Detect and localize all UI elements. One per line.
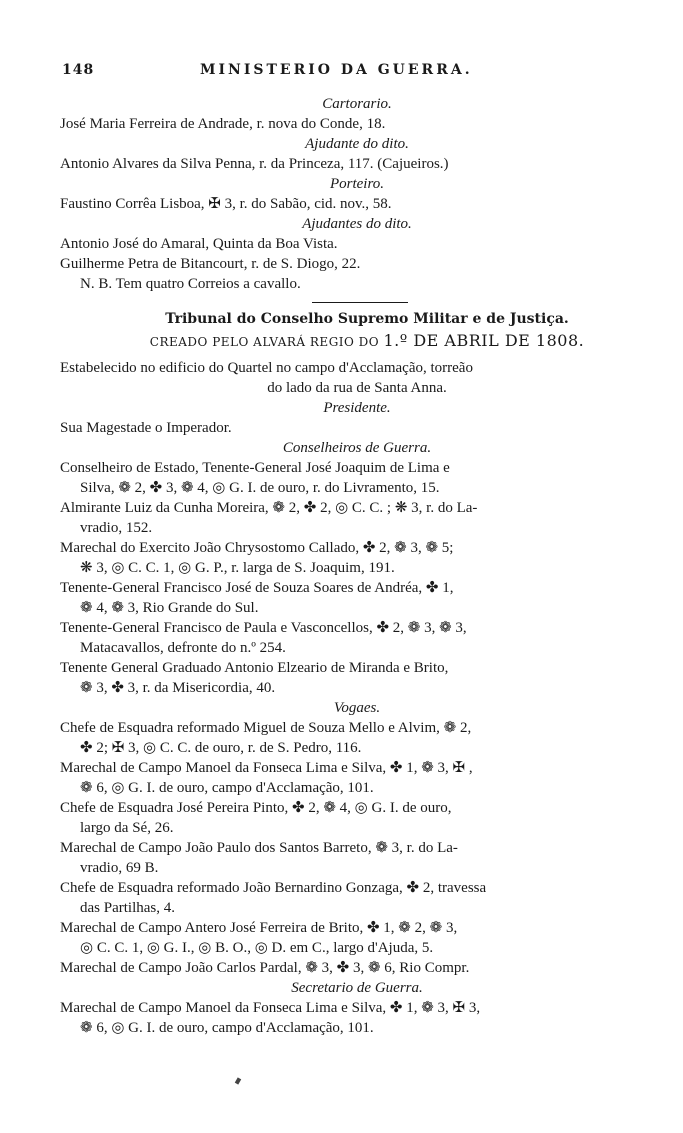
text-line: vradio, 152.	[80, 520, 153, 536]
heading-line: Vogaes.	[333, 700, 381, 716]
text-line: ❁ 6, ◎ G. I. de ouro, campo d'Acclamação, 101.	[80, 1020, 374, 1036]
text-line: ◎ C. C. 1, ◎ G. I., ◎ B. O., ◎ D. em C., largo d'Ajuda, 5.	[80, 940, 434, 956]
text-line: Marechal de Campo João Paulo dos Santos Barreto, ❁ 3, r. do La-	[60, 840, 458, 856]
heading-line: Ajudante do dito.	[305, 136, 409, 152]
text-line: Almirante Luiz da Cunha Moreira, ❁ 2, ✤ 2, ◎ C. C. ; ❋ 3, r. do La-	[60, 500, 478, 516]
text-line: Marechal de Campo Manoel da Fonseca Lima e Silva, ✤ 1, ❁ 3, ✠ ,	[60, 760, 473, 776]
section-tribunal-members	[60, 358, 654, 1038]
text-line: Conselheiro de Estado, Tenente-General José Joaquim de Lima e	[60, 460, 450, 476]
tribunal-title: Tribunal do Conselho Supremo Militar e de Justiça.	[165, 311, 569, 327]
text-line: Chefe de Esquadra José Pereira Pinto, ✤ 2, ❁ 4, ◎ G. I. de ouro,	[60, 800, 452, 816]
text-line: Antonio Alvares da Silva Penna, r. da Princeza, 117. (Cajueiros.)	[60, 156, 449, 172]
text-line: Marechal de Campo Antero José Ferreira de Brito, ✤ 1, ❁ 2, ❁ 3,	[60, 920, 458, 936]
page-header	[62, 62, 652, 84]
text-line: N. B. Tem quatro Correios a cavallo.	[80, 276, 301, 292]
text-line: ❋ 3, ◎ C. C. 1, ◎ G. P., r. larga de S. Joaquim, 191.	[80, 560, 395, 576]
text-line: Marechal de Campo Manoel da Fonseca Lima e Silva, ✤ 1, ❁ 3, ✠ 3,	[60, 1000, 481, 1016]
text-line: José Maria Ferreira de Andrade, r. nova do Conde, 18.	[60, 116, 386, 132]
text-line: Estabelecido no edificio do Quartel no campo d'Acclamação, torreão	[60, 360, 473, 376]
heading-line: Secretario de Guerra.	[291, 980, 423, 996]
text-line: Faustino Corrêa Lisboa, ✠ 3, r. do Sabão, cid. nov., 58.	[60, 196, 392, 212]
text-line: Guilherme Petra de Bitancourt, r. de S. Diogo, 22.	[60, 256, 361, 272]
heading-line: Ajudantes do dito.	[302, 216, 412, 232]
heading-line: Conselheiros de Guerra.	[282, 440, 432, 456]
text-line: Sua Magestade o Imperador.	[60, 420, 232, 436]
creation-date: 1.º DE ABRIL DE 1808.	[383, 331, 585, 350]
text-line: ❁ 4, ❁ 3, Rio Grande do Sul.	[80, 600, 259, 616]
text-line: Chefe de Esquadra reformado Miguel de Souza Mello e Alvim, ❁ 2,	[60, 720, 472, 736]
text-line: Marechal de Campo João Carlos Pardal, ❁ 3, ✤ 3, ❁ 6, Rio Compr.	[60, 960, 470, 976]
text-line: vradio, 69 B.	[80, 860, 159, 876]
section-divider	[60, 294, 654, 308]
heading-line: Porteiro.	[329, 176, 385, 192]
text-line: Matacavallos, defronte do n.º 254.	[80, 640, 286, 656]
text-line: ❁ 3, ✤ 3, r. da Misericordia, 40.	[80, 680, 276, 696]
ink-speck	[235, 1077, 241, 1084]
heading-line: Presidente.	[323, 400, 391, 416]
text-line: Chefe de Esquadra reformado João Bernardino Gonzaga, ✤ 2, travessa	[60, 880, 487, 896]
text-line: do lado da rua de Santa Anna.	[267, 380, 447, 396]
section-ministry-staff	[60, 94, 654, 294]
text-line: das Partilhas, 4.	[80, 900, 175, 916]
text-line: largo da Sé, 26.	[80, 820, 174, 836]
text-line: Tenente-General Francisco José de Souza Soares de Andréa, ✤ 1,	[60, 580, 454, 596]
text-line: Tenente General Graduado Antonio Elzeario de Miranda e Brito,	[60, 660, 449, 676]
text-line: ✤ 2; ✠ 3, ◎ C. C. de ouro, r. de S. Pedro, 116.	[80, 740, 362, 756]
creation-text: CREADO PELO ALVARÁ REGIO DO	[149, 335, 384, 349]
text-line: ❁ 6, ◎ G. I. de ouro, campo d'Acclamação, 101.	[80, 780, 374, 796]
running-title: MINISTERIO DA GUERRA.	[200, 62, 473, 78]
text-line: Marechal do Exercito João Chrysostomo Callado, ✤ 2, ❁ 3, ❁ 5;	[60, 540, 454, 556]
tribunal-creation-line	[60, 330, 654, 352]
text-line: Silva, ❁ 2, ✤ 3, ❁ 4, ◎ G. I. de ouro, r. do Livramento, 15.	[80, 480, 440, 496]
page-number: 148	[62, 62, 95, 78]
page-body	[60, 94, 654, 1038]
heading-line: Cartorario.	[322, 96, 392, 112]
text-line: Antonio José do Amaral, Quinta da Boa Vista.	[60, 236, 338, 252]
text-line: Tenente-General Francisco de Paula e Vasconcellos, ✤ 2, ❁ 3, ❁ 3,	[60, 620, 467, 636]
